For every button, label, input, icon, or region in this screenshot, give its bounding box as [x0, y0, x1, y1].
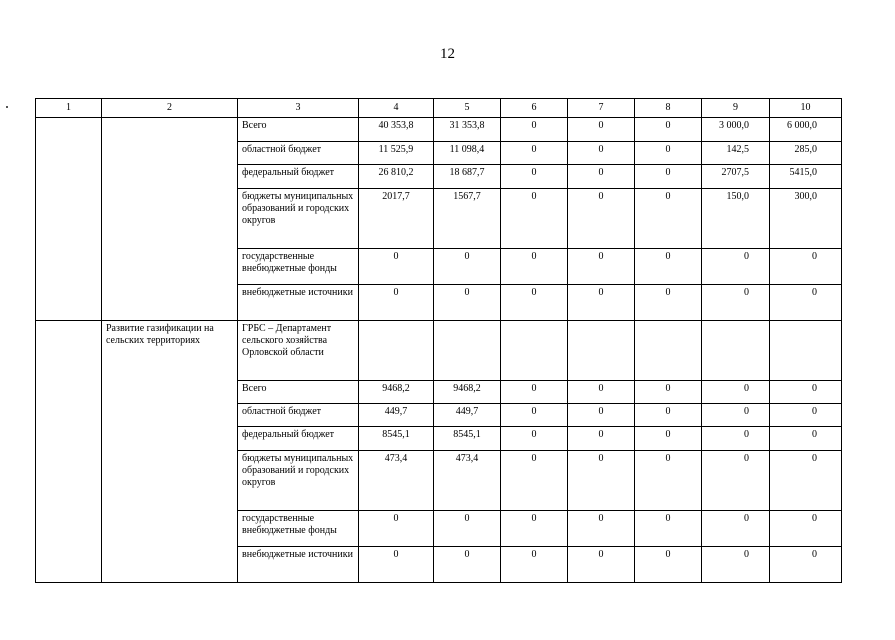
- value-cell: 6 000,0: [770, 118, 842, 142]
- source-label: внебюджетные источники: [238, 547, 359, 583]
- value-cell: 0: [635, 118, 702, 142]
- value-cell: 0: [702, 547, 770, 583]
- value-cell: 0: [434, 285, 501, 321]
- value-cell: 2707,5: [702, 165, 770, 189]
- value-cell: 0: [359, 249, 434, 285]
- value-cell: 0: [770, 427, 842, 451]
- value-cell: 0: [501, 381, 568, 404]
- value-cell: 0: [501, 165, 568, 189]
- value-cell: 5415,0: [770, 165, 842, 189]
- value-cell: 0: [770, 249, 842, 285]
- value-cell: 0: [501, 547, 568, 583]
- value-cell: 300,0: [770, 189, 842, 249]
- empty-cell: [36, 118, 102, 321]
- value-cell: 0: [501, 142, 568, 165]
- empty-cell: [102, 118, 238, 321]
- value-cell: 0: [635, 142, 702, 165]
- value-cell: 0: [434, 547, 501, 583]
- value-cell: 0: [702, 427, 770, 451]
- value-cell: 8545,1: [359, 427, 434, 451]
- header-cell: 2: [102, 99, 238, 118]
- value-cell: 0: [359, 547, 434, 583]
- source-label: государственные внебюджетные фонды: [238, 511, 359, 547]
- value-cell: 285,0: [770, 142, 842, 165]
- value-cell: 449,7: [359, 404, 434, 427]
- value-cell: 0: [635, 547, 702, 583]
- source-label: областной бюджет: [238, 142, 359, 165]
- value-cell: 142,5: [702, 142, 770, 165]
- value-cell: 0: [770, 511, 842, 547]
- empty-cell: [635, 321, 702, 381]
- source-label: областной бюджет: [238, 404, 359, 427]
- value-cell: 0: [568, 142, 635, 165]
- value-cell: 0: [770, 381, 842, 404]
- value-cell: 0: [501, 118, 568, 142]
- header-cell: 10: [770, 99, 842, 118]
- value-cell: 0: [635, 165, 702, 189]
- value-cell: 473,4: [359, 451, 434, 511]
- empty-cell: [36, 321, 102, 583]
- value-cell: 0: [359, 285, 434, 321]
- value-cell: 0: [770, 404, 842, 427]
- grbs-label: ГРБС – Департамент сельского хозяйства Орловской области: [238, 321, 359, 381]
- header-cell: 5: [434, 99, 501, 118]
- value-cell: 0: [770, 285, 842, 321]
- value-cell: 0: [434, 511, 501, 547]
- value-cell: 0: [635, 451, 702, 511]
- empty-cell: [568, 321, 635, 381]
- value-cell: 0: [702, 381, 770, 404]
- value-cell: 40 353,8: [359, 118, 434, 142]
- source-label: внебюджетные источники: [238, 285, 359, 321]
- value-cell: 0: [635, 189, 702, 249]
- budget-table: [35, 98, 842, 583]
- scan-speck: [6, 106, 8, 108]
- value-cell: 31 353,8: [434, 118, 501, 142]
- header-cell: 3: [238, 99, 359, 118]
- value-cell: 9468,2: [359, 381, 434, 404]
- value-cell: 2017,7: [359, 189, 434, 249]
- value-cell: 0: [568, 118, 635, 142]
- value-cell: 0: [501, 404, 568, 427]
- value-cell: 0: [501, 511, 568, 547]
- value-cell: 0: [568, 249, 635, 285]
- empty-cell: [501, 321, 568, 381]
- source-label: бюджеты муниципальных образований и городских округов: [238, 189, 359, 249]
- empty-cell: [434, 321, 501, 381]
- value-cell: 0: [568, 511, 635, 547]
- value-cell: 9468,2: [434, 381, 501, 404]
- value-cell: 26 810,2: [359, 165, 434, 189]
- value-cell: 0: [635, 249, 702, 285]
- value-cell: 0: [635, 511, 702, 547]
- value-cell: 0: [501, 451, 568, 511]
- value-cell: 0: [501, 249, 568, 285]
- header-row: [36, 99, 842, 118]
- value-cell: 473,4: [434, 451, 501, 511]
- value-cell: 11 098,4: [434, 142, 501, 165]
- value-cell: 150,0: [702, 189, 770, 249]
- header-cell: 8: [635, 99, 702, 118]
- page-number: 12: [440, 46, 455, 62]
- source-label: Всего: [238, 118, 359, 142]
- value-cell: 0: [702, 451, 770, 511]
- value-cell: 0: [568, 404, 635, 427]
- value-cell: 0: [568, 451, 635, 511]
- header-cell: 6: [501, 99, 568, 118]
- value-cell: 0: [568, 427, 635, 451]
- source-label: Всего: [238, 381, 359, 404]
- header-cell: 4: [359, 99, 434, 118]
- value-cell: 0: [702, 511, 770, 547]
- value-cell: 0: [434, 249, 501, 285]
- value-cell: 11 525,9: [359, 142, 434, 165]
- source-label: федеральный бюджет: [238, 165, 359, 189]
- value-cell: 0: [568, 165, 635, 189]
- value-cell: 0: [635, 381, 702, 404]
- value-cell: 0: [635, 427, 702, 451]
- value-cell: 0: [702, 285, 770, 321]
- value-cell: 0: [568, 381, 635, 404]
- source-label: федеральный бюджет: [238, 427, 359, 451]
- value-cell: 0: [635, 404, 702, 427]
- empty-cell: [359, 321, 434, 381]
- value-cell: 0: [501, 189, 568, 249]
- value-cell: 3 000,0: [702, 118, 770, 142]
- value-cell: 1567,7: [434, 189, 501, 249]
- value-cell: 0: [501, 427, 568, 451]
- table-row: [36, 118, 842, 142]
- table-row: [36, 321, 842, 381]
- value-cell: 0: [770, 451, 842, 511]
- value-cell: 0: [702, 404, 770, 427]
- value-cell: 0: [770, 547, 842, 583]
- header-cell: 7: [568, 99, 635, 118]
- value-cell: 0: [359, 511, 434, 547]
- value-cell: 449,7: [434, 404, 501, 427]
- value-cell: 0: [568, 285, 635, 321]
- source-label: бюджеты муниципальных образований и городских округов: [238, 451, 359, 511]
- value-cell: 0: [501, 285, 568, 321]
- empty-cell: [770, 321, 842, 381]
- value-cell: 0: [635, 285, 702, 321]
- empty-cell: [702, 321, 770, 381]
- program-title: Развитие газификации на сельских территориях: [102, 321, 238, 583]
- value-cell: 0: [702, 249, 770, 285]
- value-cell: 8545,1: [434, 427, 501, 451]
- value-cell: 0: [568, 547, 635, 583]
- source-label: государственные внебюджетные фонды: [238, 249, 359, 285]
- value-cell: 0: [568, 189, 635, 249]
- header-cell: 1: [36, 99, 102, 118]
- header-cell: 9: [702, 99, 770, 118]
- value-cell: 18 687,7: [434, 165, 501, 189]
